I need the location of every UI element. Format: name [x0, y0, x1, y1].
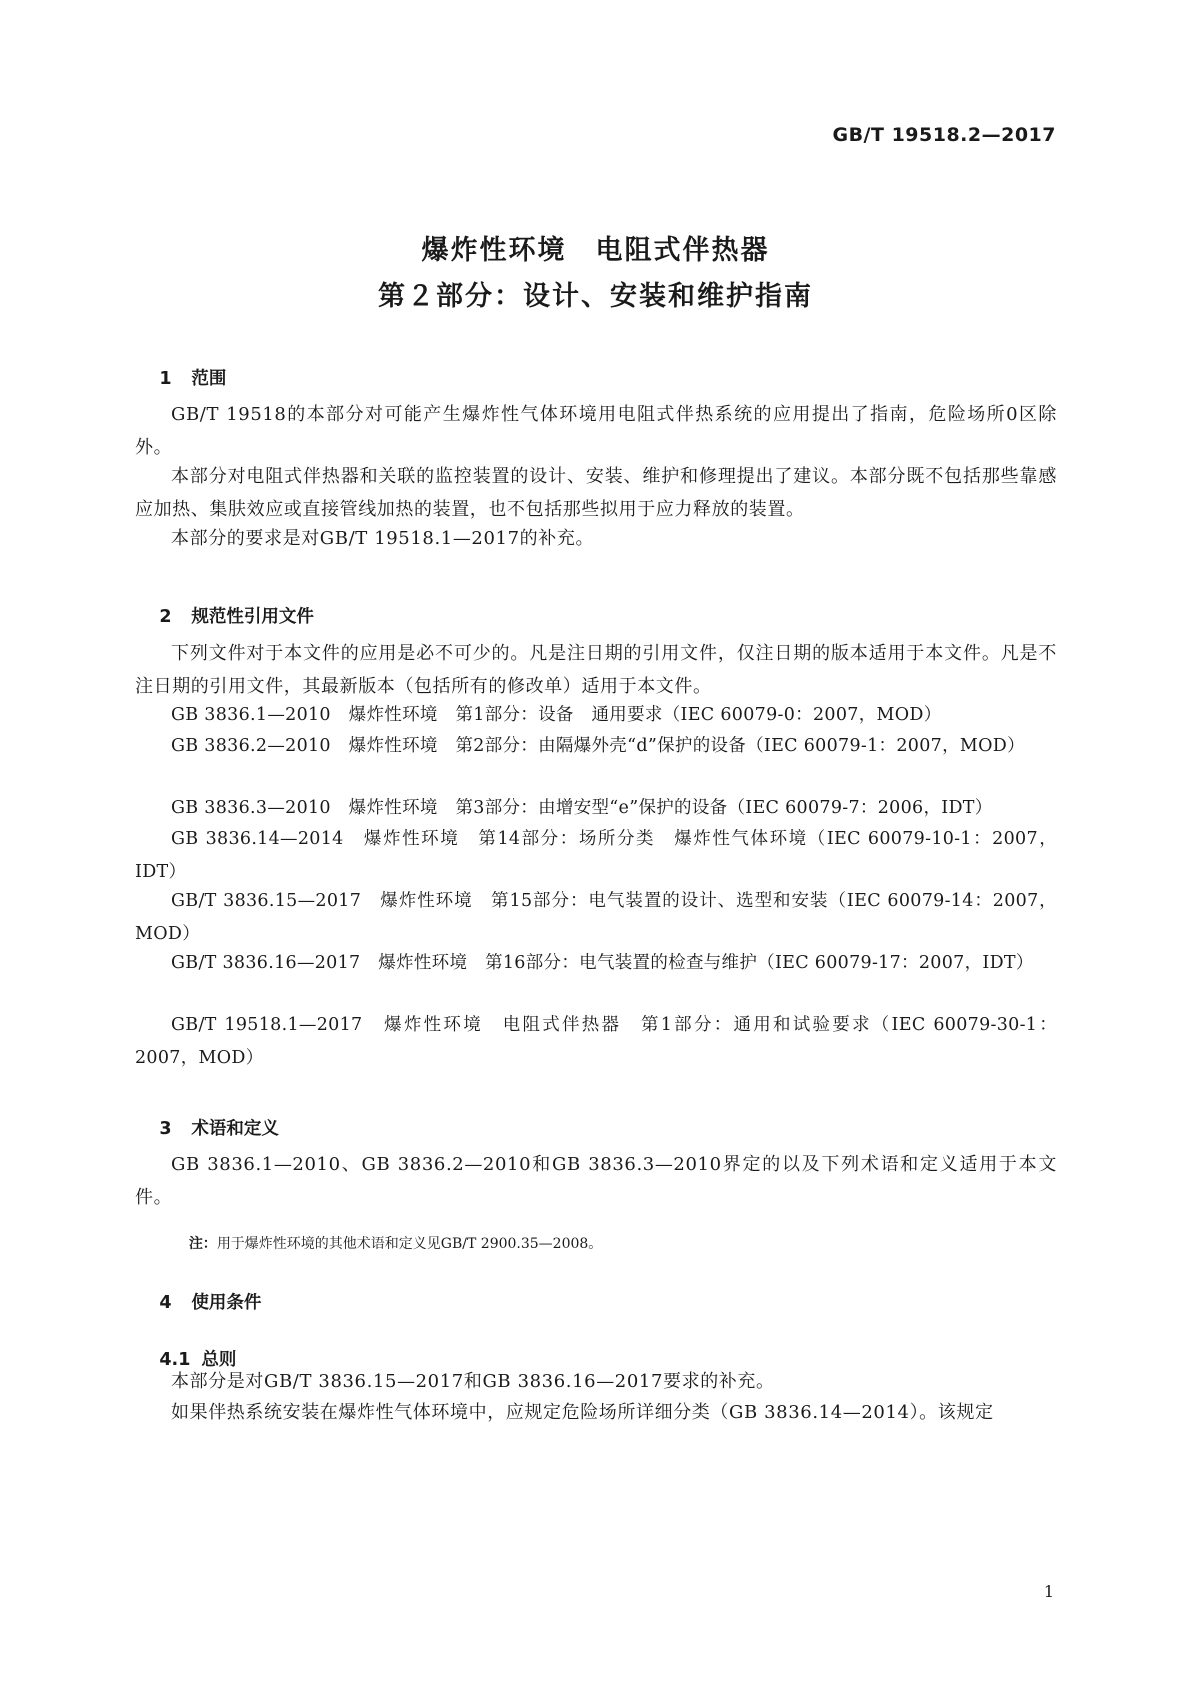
section-title: 规范性引用文件 — [191, 607, 314, 627]
section-number: 4 — [159, 1293, 172, 1313]
section-number: 3 — [159, 1119, 172, 1139]
reference-item: GB/T 3836.15—2017 爆炸性环境 第15部分：电气装置的设计、选型和安装（IEC 60079-14：2007，MOD） — [135, 891, 1057, 944]
general-paragraph-2: 如果伴热系统安装在爆炸性气体环境中，应规定危险场所详细分类（GB 3836.14—2014）。该规定 — [171, 1402, 994, 1423]
reference-item: GB 3836.3—2010 爆炸性环境 第3部分：由增安型“e”保护的设备（IEC 60079-7：2006，IDT） — [171, 798, 993, 818]
section-title: 术语和定义 — [191, 1119, 279, 1139]
section-title: 范围 — [191, 369, 227, 389]
subsection-title: 总则 — [201, 1350, 237, 1370]
scope-paragraph-2: 本部分对电阻式伴热器和关联的监控装置的设计、安装、维护和修理提出了建议。本部分既不包括那些靠感应加热、集肤效应或直接管线加热的装置，也不包括那些拟用于应力释放的装置。 — [135, 466, 1057, 520]
section-number: 1 — [159, 369, 172, 389]
reference-item: GB 3836.14—2014 爆炸性环境 第14部分：场所分类 爆炸性气体环境（IEC 60079-10-1：2007，IDT） — [135, 829, 1057, 882]
terms-paragraph: GB 3836.1—2010、GB 3836.2—2010和GB 3836.3—2010界定的以及下列术语和定义适用于本文件。 — [135, 1154, 1057, 1208]
document-title-line2: 第２部分：设计、安装和维护指南 — [378, 281, 813, 312]
note-text: 用于爆炸性环境的其他术语和定义见GB/T 2900.35—2008。 — [216, 1236, 603, 1252]
standard-number: GB/T 19518.2—2017 — [832, 124, 1056, 146]
reference-item: GB/T 19518.1—2017 爆炸性环境 电阻式伴热器 第1部分：通用和试验要求（IEC 60079-30-1：2007，MOD） — [135, 1015, 1057, 1068]
section-number: 2 — [159, 607, 172, 627]
scope-paragraph-3: 本部分的要求是对GB/T 19518.1—2017的补充。 — [171, 528, 595, 549]
general-paragraph-1: 本部分是对GB/T 3836.15—2017和GB 3836.16—2017要求的补充。 — [171, 1371, 775, 1392]
references-intro: 下列文件对于本文件的应用是必不可少的。凡是注日期的引用文件，仅注日期的版本适用于本文件。凡是不注日期的引用文件，其最新版本（包括所有的修改单）适用于本文件。 — [135, 643, 1057, 697]
reference-item: GB 3836.2—2010 爆炸性环境 第2部分：由隔爆外壳“d”保护的设备（IEC 60079-1：2007，MOD） — [171, 736, 1025, 756]
section-title: 使用条件 — [191, 1293, 262, 1313]
terms-note — [171, 1211, 602, 1277]
reference-item: GB 3836.1—2010 爆炸性环境 第1部分：设备 通用要求（IEC 60079-0：2007，MOD） — [171, 705, 942, 725]
section-heading-conditions — [135, 1269, 261, 1334]
reference-item: GB/T 3836.16—2017 爆炸性环境 第16部分：电气装置的检查与维护（IEC 60079-17：2007，IDT） — [171, 953, 1034, 973]
note-label: 注： — [188, 1236, 217, 1252]
scope-paragraph-1: GB/T 19518的本部分对可能产生爆炸性气体环境用电阻式伴热系统的应用提出了指南，危险场所0区除外。 — [135, 404, 1057, 458]
document-title-line1: 爆炸性环境 电阻式伴热器 — [421, 235, 770, 266]
subsection-number: 4.1 — [159, 1350, 191, 1370]
page-number: 1 — [1043, 1582, 1054, 1601]
